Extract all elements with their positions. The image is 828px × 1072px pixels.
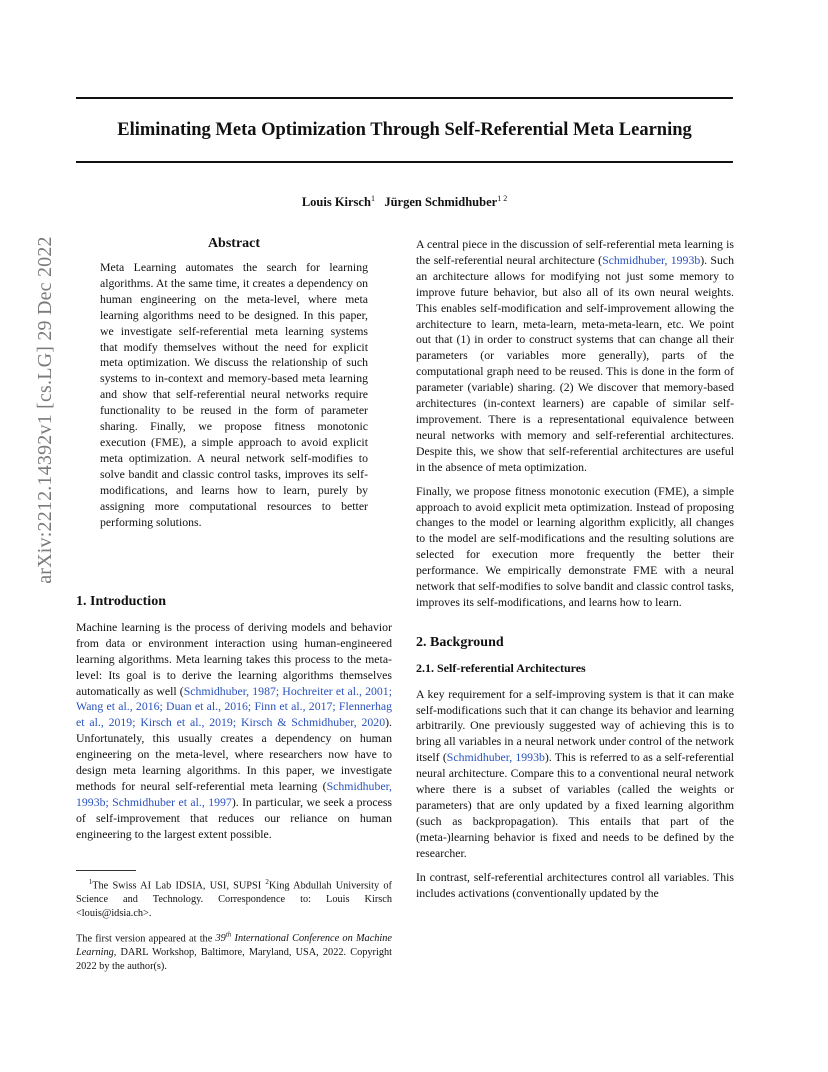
author-affiliation: 1 2: [497, 194, 508, 203]
intro-paragraph: [76, 620, 392, 843]
venue-footnote: [76, 929, 392, 974]
citation-link[interactable]: Schmidhuber, 1987; Hochreiter et al., 2001; Wang et al., 2016; Duan et al., 2016; Finn et al., 2017; Flennerhag et al., 2019; Kirsch et al., 2019; Kirsch & Schmidhuber, 2020: [76, 683, 392, 730]
text-run: Machine learning is the process of deriving models and behavior from data or environment interaction using human-engineered learning algorithms. Meta learning takes this process to the meta-level: Its goal is to derive the learning algorithms themselves automatically as well (: [76, 619, 392, 698]
text-run: , DARL Workshop, Baltimore, Maryland, USA, 2022. Copyright 2022 by the author(s).: [76, 947, 392, 973]
text-run: ). Such an architecture allows for modifying not just some memory to improve future behavior, but also all of its own neural weights. This enables self-modification and self-improvement allowing the architecture to learn, meta-learn, meta-meta-learn, etc. We point out that (1) in order to construct systems that can change all their parameters (or variables more generally), parts of the computational graph need to be reused. This is done in the form of parameter (variable) sharing. (2) We discover that memory-based architectures (in-context learners) are capable of similar self-improvement. There is a representational equivalence between neural networks with memory and self-referential architectures. Despite this, we show that self-referential architectures are useful in the absence of meta optimization.: [416, 252, 735, 474]
affiliation-footnote: [76, 876, 392, 921]
abstract-text: [100, 260, 368, 538]
author-affiliation: 1: [370, 194, 375, 203]
paper-title: Eliminating Meta Optimization Through Self-Referential Meta Learning: [117, 120, 692, 140]
abstract-paragraph: Meta Learning automates the search for learning algorithms. At the same time, it creates a dependency on human engineering on the meta-level, where meta learning algorithms need to be designed. In this paper, we investigate self-referential meta learning systems that modify themselves without the need for explicit meta optimization. We discuss the relationship of such systems to in-context and memory-based meta learning and show that self-referential neural networks require functionality to be reused in the form of parameter sharing. Finally, we propose fitness monotonic execution (FME), a simple approach to avoid explicit meta optimization. A neural network self-modifies to solve bandit and classic control tasks, improves its self-modifications, and learns how to learn, purely by assigning more computational resources to better performing solutions.: [100, 260, 368, 529]
top-rule: [76, 97, 733, 99]
intro-section: [76, 594, 392, 851]
venue-name: International Conference on Machine Learning: [76, 933, 392, 959]
subsection-heading: 2.1. Self-referential Architectures: [416, 660, 586, 675]
abstract-heading: Abstract: [207, 236, 261, 251]
title-bottom-rule: [76, 161, 733, 163]
body-paragraph: [416, 237, 734, 476]
text-run: th: [225, 931, 232, 939]
text-run: ). In particular, we seek a process of self-improvement that reduces our reliance on human engineering to the largest extent possible.: [76, 794, 393, 841]
citation-link[interactable]: Schmidhuber, 1993b: [602, 252, 701, 267]
text-run: 39: [215, 933, 226, 945]
footnote-marker: 2: [265, 878, 269, 886]
body-paragraph: In contrast, self-referential architectures control all variables. This includes activations (conventionally updated by the: [416, 869, 734, 900]
text-run: The first version appeared at the: [76, 933, 216, 945]
text-run: ). This is referred to as a self-referential neural architecture. Compare this to a conventional neural network where there is a subset of variables (called the weights or parameters) that are only updated by a fixed learning algorithm (such as backpropagation). This entails that part of the (meta-)learning behavior is fixed and needs to be defined by the researcher.: [416, 750, 735, 860]
text-run: ). Unfortunately, this usually creates a dependency on human engineering on the meta-level, where researchers now have to design meta learning algorithms. In this paper, we investigate methods for neural self-referential meta learning (: [76, 715, 392, 793]
body-paragraph: Finally, we propose fitness monotonic execution (FME), a simple approach to avoid explicit meta optimization. Instead of proposing changes to the model or learning algorithm explicitly, all changes to the model are self-modifications and the resulting solutions are selected for execution more frequently the better their performance. We empirically demonstrate FME with a neural network that self-modifies to solve bandit and classic control tasks, improves its self-modifications, and learns how to learn.: [416, 483, 734, 609]
text-run: A central piece in the discussion of self-referential meta learning is the self-referential neural architecture (: [416, 237, 734, 267]
footnote-marker: 1: [88, 878, 93, 886]
author-line: [76, 188, 733, 213]
footnote-rule: [76, 870, 136, 871]
section-heading: 1. Introduction: [76, 594, 166, 609]
body-paragraph: [416, 687, 734, 862]
section-heading: 2. Background: [416, 634, 504, 650]
arxiv-identifier: arXiv:2212.14392v1 [cs.LG] 29 Dec 2022: [34, 236, 56, 584]
citation-link[interactable]: Schmidhuber, 1993b: [446, 750, 545, 765]
citation-link[interactable]: Schmidhuber, 1993b; Schmidhuber et al., 1997: [76, 778, 392, 809]
text-run: King Abdullah University of Science and Technology. Correspondence to: Louis Kirsch <louis@idsia.ch>.: [76, 880, 392, 920]
text-run: A key requirement for a self-improving system is that it can make self-modifications such that it can change its behavior and learning arbitrarily. One previously suggested way of achieving this is to bring all variables in a neural network under control of the network itself (: [416, 686, 734, 765]
right-column: [416, 237, 734, 909]
author-name: Louis Kirsch: [301, 195, 371, 210]
text-run: The Swiss AI Lab IDSIA, USI, SUPSI: [92, 880, 266, 892]
author-name: Jürgen Schmidhuber: [384, 195, 498, 210]
